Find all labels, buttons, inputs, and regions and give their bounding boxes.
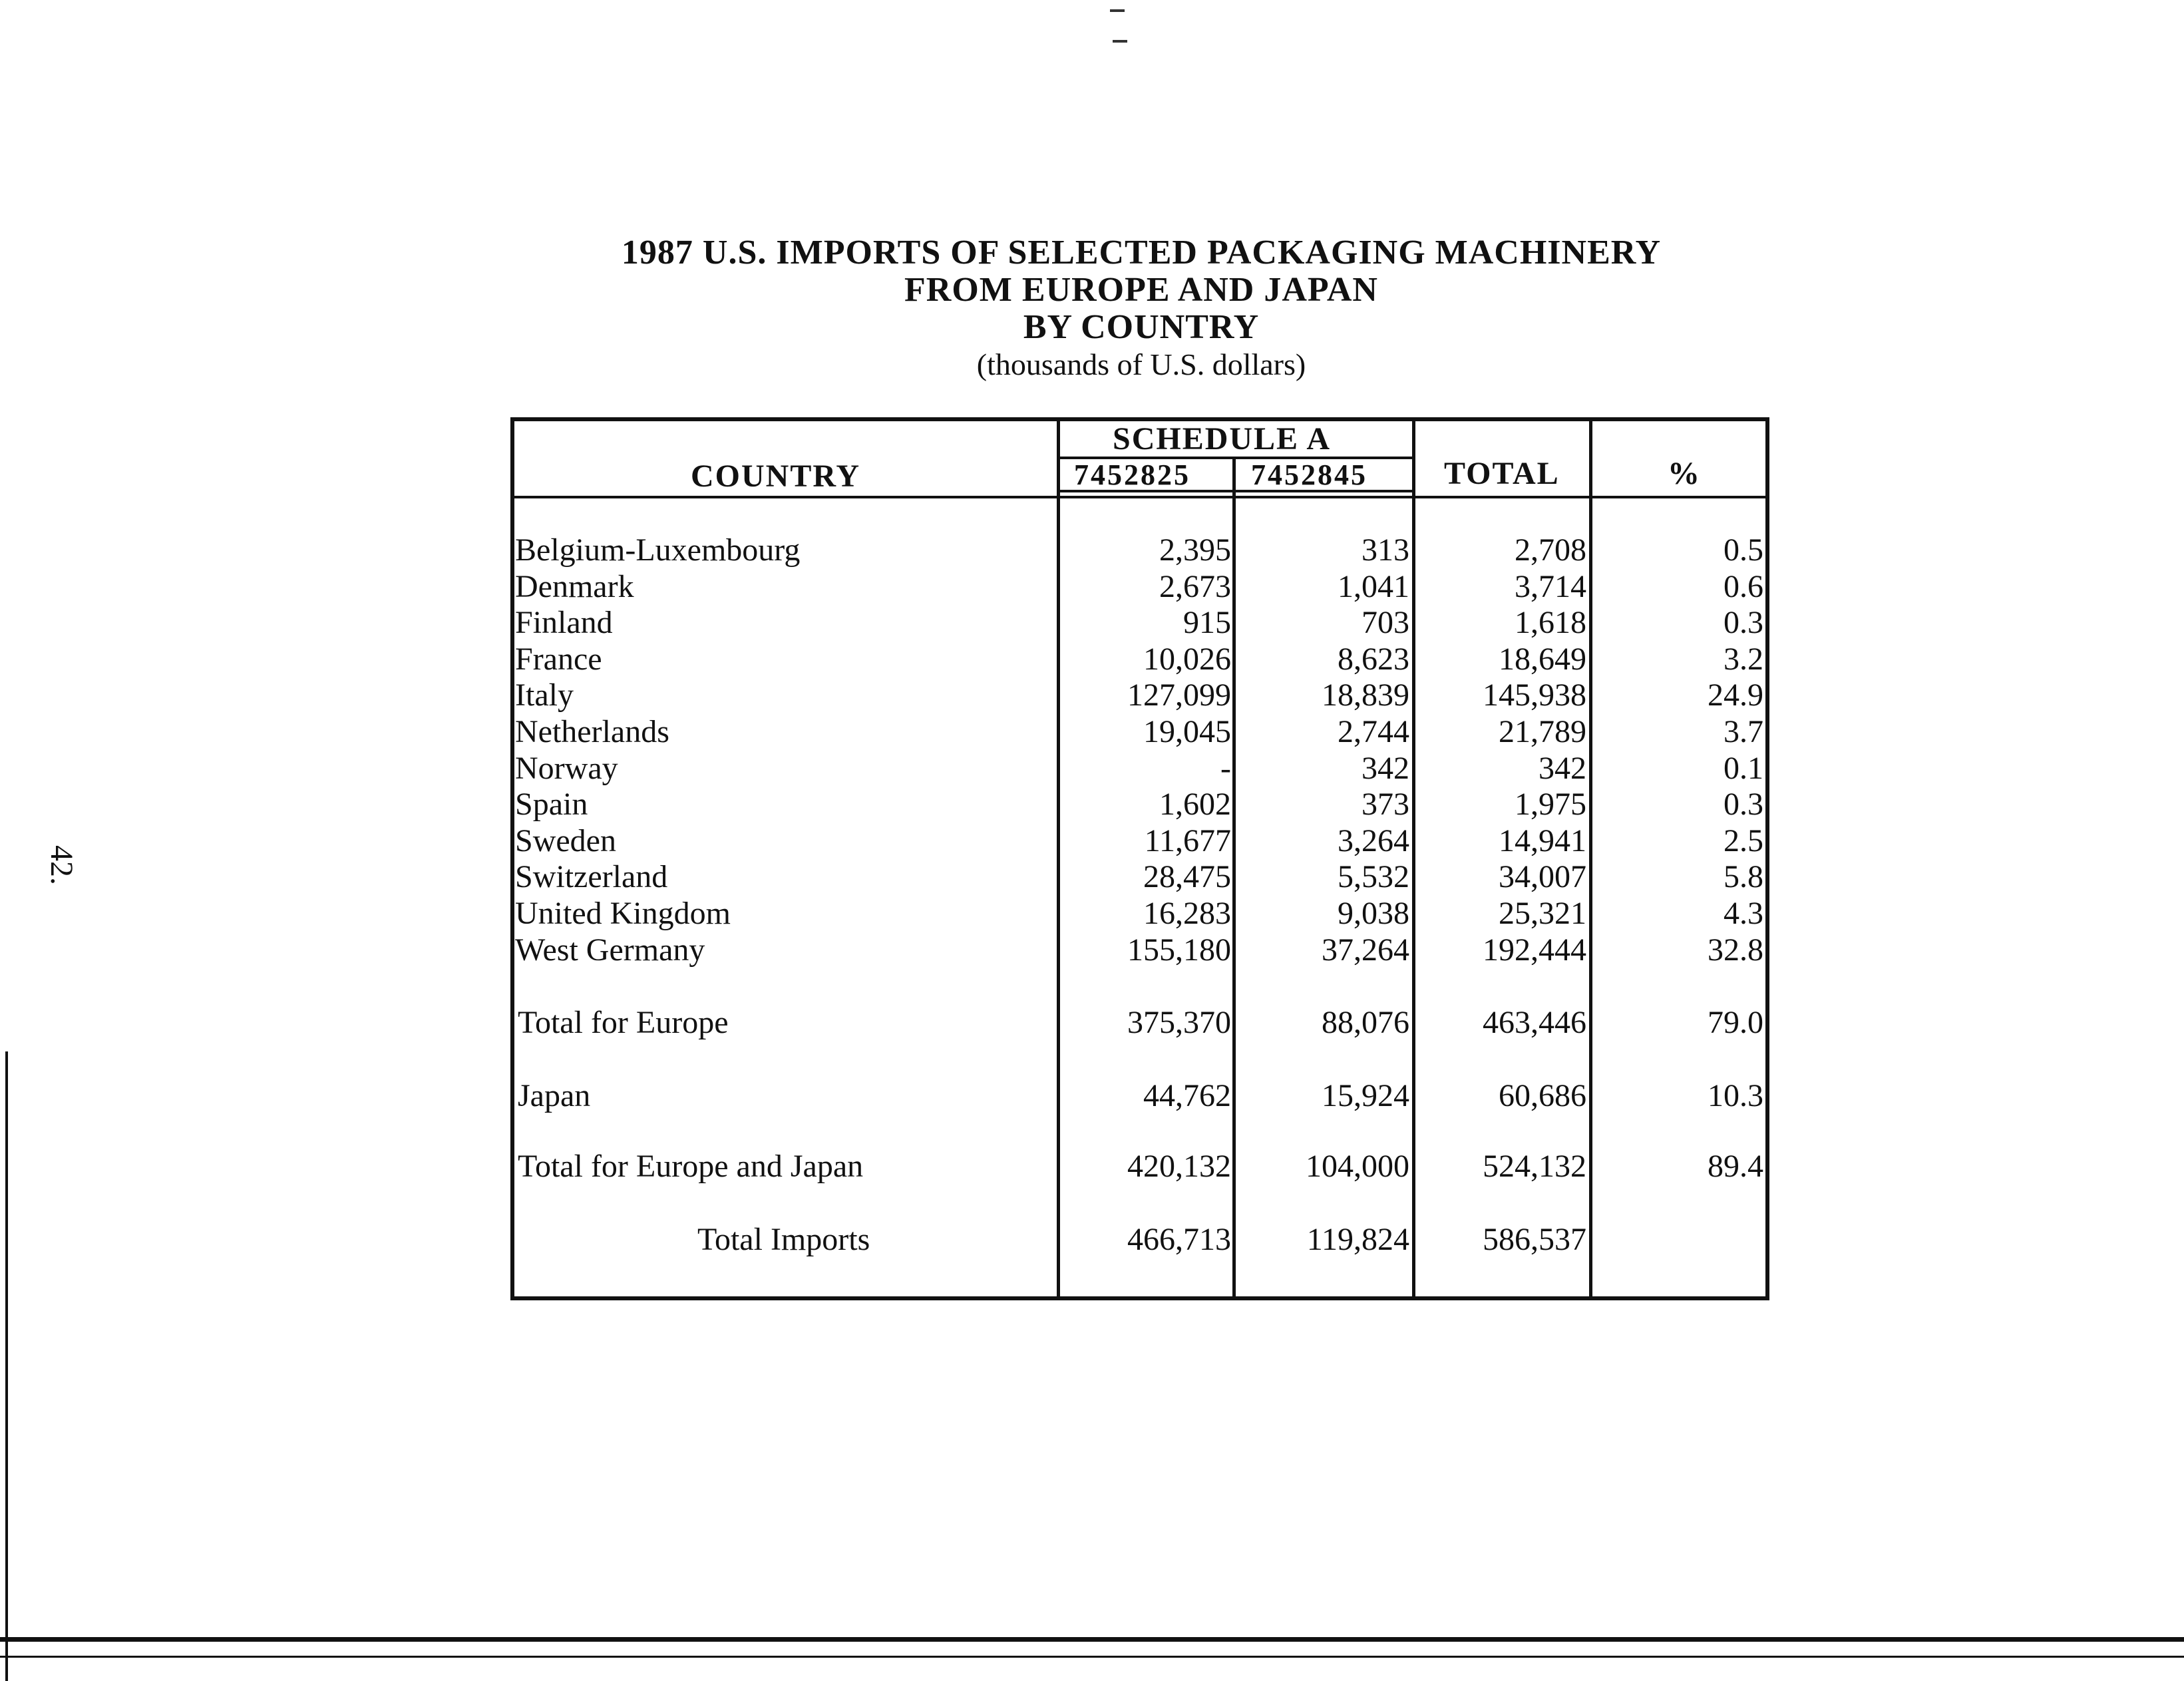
value-cell: 466,713 <box>1127 1222 1231 1257</box>
total-cell: 2,708 <box>1515 532 1586 568</box>
table-row <box>0 677 2184 713</box>
percent-cell: 32.8 <box>1708 932 1763 968</box>
value-cell: 313 <box>1362 532 1409 568</box>
country-cell: Total Imports <box>697 1222 870 1257</box>
total-cell: 1,975 <box>1515 787 1586 822</box>
table-row <box>0 605 2184 641</box>
value-cell: 373 <box>1362 787 1409 822</box>
page-number: 42. <box>44 845 79 885</box>
total-cell: 586,537 <box>1483 1222 1586 1257</box>
table-row <box>0 532 2184 568</box>
total-cell: 1,618 <box>1515 605 1586 640</box>
total-cell: 34,007 <box>1499 859 1586 894</box>
total-cell: 60,686 <box>1499 1078 1586 1113</box>
value-cell: 127,099 <box>1127 677 1231 713</box>
value-cell: 703 <box>1362 605 1409 640</box>
title-line-3: BY COUNTRY <box>1023 308 1260 346</box>
value-cell: 16,283 <box>1143 896 1231 931</box>
country-cell: United Kingdom <box>515 896 731 931</box>
percent-cell: 79.0 <box>1708 1005 1763 1040</box>
value-cell: 88,076 <box>1322 1005 1409 1040</box>
title-line-1: 1987 U.S. IMPORTS OF SELECTED PACKAGING MACHINERY <box>621 234 1662 272</box>
value-cell: 2,744 <box>1338 714 1409 749</box>
percent-cell: 2.5 <box>1724 823 1763 858</box>
country-cell: West Germany <box>515 932 705 968</box>
value-cell: 8,623 <box>1338 642 1409 677</box>
country-cell: Norway <box>515 751 618 786</box>
value-cell: 15,924 <box>1322 1078 1409 1113</box>
percent-cell: 0.3 <box>1724 787 1763 822</box>
table-row <box>0 859 2184 895</box>
value-cell: 342 <box>1362 751 1409 786</box>
value-cell: 104,000 <box>1306 1149 1409 1184</box>
header-code-1: 7452825 <box>1074 459 1190 491</box>
summary-row <box>0 1149 2184 1185</box>
country-cell: France <box>515 642 602 677</box>
country-cell: Finland <box>515 605 613 640</box>
percent-cell: 0.5 <box>1724 532 1763 568</box>
value-cell: - <box>1220 751 1231 786</box>
total-cell: 18,649 <box>1499 642 1586 677</box>
value-cell: 915 <box>1183 605 1231 640</box>
value-cell: 1,041 <box>1338 569 1409 604</box>
total-cell: 3,714 <box>1515 569 1586 604</box>
percent-cell: 5.8 <box>1724 859 1763 894</box>
header-total: TOTAL <box>1444 456 1560 491</box>
total-cell: 342 <box>1539 751 1586 786</box>
value-cell: 155,180 <box>1127 932 1231 968</box>
value-cell: 10,026 <box>1143 642 1231 677</box>
title-line-2: FROM EUROPE AND JAPAN <box>904 271 1378 309</box>
value-cell: 2,673 <box>1159 569 1231 604</box>
value-cell: 1,602 <box>1159 787 1231 822</box>
summary-row <box>0 1078 2184 1114</box>
page-edge <box>5 1051 8 1681</box>
table-row <box>0 569 2184 605</box>
total-cell: 463,446 <box>1483 1005 1586 1040</box>
header-code-2: 7452845 <box>1251 459 1367 491</box>
total-cell: 145,938 <box>1483 677 1586 713</box>
value-cell: 37,264 <box>1322 932 1409 968</box>
table-row <box>0 896 2184 932</box>
header-country: COUNTRY <box>691 459 860 494</box>
percent-cell: 4.3 <box>1724 896 1763 931</box>
value-cell: 375,370 <box>1127 1005 1231 1040</box>
value-cell: 44,762 <box>1143 1078 1231 1113</box>
percent-cell: 0.1 <box>1724 751 1763 786</box>
table-row <box>0 787 2184 823</box>
table-row <box>0 642 2184 677</box>
country-cell: Italy <box>515 677 574 713</box>
value-cell: 19,045 <box>1143 714 1231 749</box>
total-cell: 25,321 <box>1499 896 1586 931</box>
scan-mark <box>1113 40 1127 43</box>
country-cell: Netherlands <box>515 714 669 749</box>
header-divider <box>510 496 1769 498</box>
header-percent: % <box>1668 456 1701 491</box>
value-cell: 420,132 <box>1127 1149 1231 1184</box>
table-row <box>0 932 2184 968</box>
total-cell: 524,132 <box>1483 1149 1586 1184</box>
country-cell: Belgium-Luxembourg <box>515 532 801 568</box>
page-rule <box>0 1656 2184 1658</box>
value-cell: 18,839 <box>1322 677 1409 713</box>
total-cell: 192,444 <box>1483 932 1586 968</box>
country-cell: Sweden <box>515 823 616 858</box>
summary-row <box>0 1222 2184 1258</box>
table-row <box>0 823 2184 859</box>
percent-cell: 89.4 <box>1708 1149 1763 1184</box>
header-schedule: SCHEDULE A <box>1113 421 1332 457</box>
country-cell: Total for Europe and Japan <box>518 1149 864 1184</box>
value-cell: 28,475 <box>1143 859 1231 894</box>
value-cell: 2,395 <box>1159 532 1231 568</box>
percent-cell: 3.7 <box>1724 714 1763 749</box>
country-cell: Switzerland <box>515 859 668 894</box>
value-cell: 119,824 <box>1306 1222 1409 1257</box>
country-cell: Spain <box>515 787 588 822</box>
percent-cell: 10.3 <box>1708 1078 1763 1113</box>
document-title <box>0 234 2184 383</box>
country-cell: Japan <box>518 1078 591 1113</box>
value-cell: 9,038 <box>1338 896 1409 931</box>
value-cell: 5,532 <box>1338 859 1409 894</box>
percent-cell: 0.3 <box>1724 605 1763 640</box>
total-cell: 21,789 <box>1499 714 1586 749</box>
table-row <box>0 751 2184 787</box>
percent-cell: 24.9 <box>1708 677 1763 713</box>
title-subtitle: (thousands of U.S. dollars) <box>976 347 1306 381</box>
scan-mark <box>1110 9 1125 12</box>
value-cell: 3,264 <box>1338 823 1409 858</box>
percent-cell: 3.2 <box>1724 642 1763 677</box>
percent-cell: 0.6 <box>1724 569 1763 604</box>
summary-row <box>0 1005 2184 1041</box>
country-cell: Denmark <box>515 569 634 604</box>
country-cell: Total for Europe <box>518 1005 729 1040</box>
total-cell: 14,941 <box>1499 823 1586 858</box>
page-rule <box>0 1637 2184 1642</box>
table-row <box>0 714 2184 750</box>
value-cell: 11,677 <box>1144 823 1231 858</box>
